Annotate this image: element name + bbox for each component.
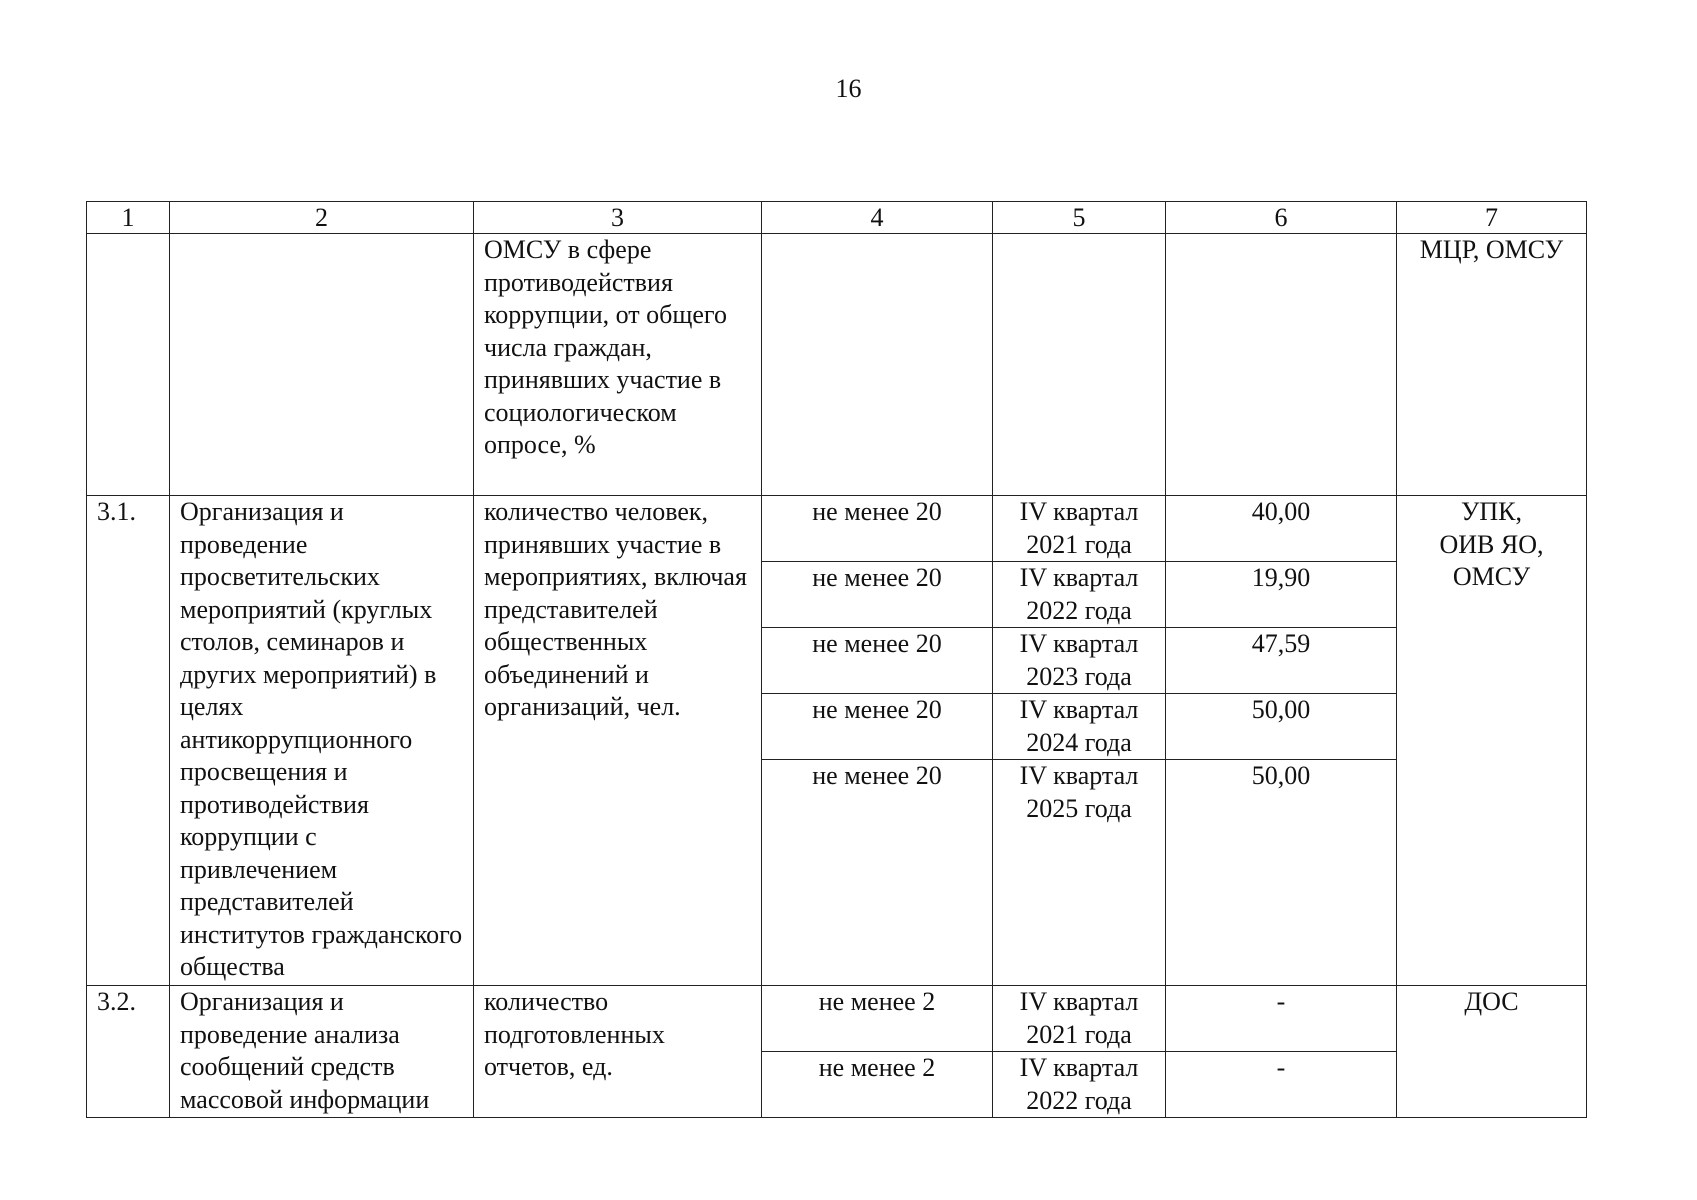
column-number: 1 — [87, 202, 170, 234]
target-cell: не менее 20 — [762, 694, 993, 760]
plan-table — [86, 201, 1587, 1118]
actual-cell: 40,00 — [1166, 496, 1397, 562]
item-number-cell — [87, 234, 170, 496]
target-cell: не менее 20 — [762, 562, 993, 628]
responsible-cell: УПК, ОИВ ЯО, ОМСУ — [1397, 496, 1587, 986]
event-cell: Организация и проведение анализа сообщений средств массовой информации — [170, 986, 474, 1118]
responsible-cell: ДОС — [1397, 986, 1587, 1118]
deadline-cell: IV квартал 2024 года — [993, 694, 1166, 760]
column-number: 4 — [762, 202, 993, 234]
column-number: 5 — [993, 202, 1166, 234]
actual-cell: 50,00 — [1166, 694, 1397, 760]
target-cell: не менее 20 — [762, 496, 993, 562]
target-cell — [762, 234, 993, 496]
indicator-cell: ОМСУ в сфере противодействия коррупции, от общего числа граждан, принявших участие в социологическом опросе, % — [474, 234, 762, 496]
actual-cell: - — [1166, 1052, 1397, 1118]
target-cell: не менее 20 — [762, 628, 993, 694]
actual-cell — [1166, 825, 1397, 986]
deadline-cell: IV квартал 2021 года — [993, 986, 1166, 1052]
indicator-cell: количество подготовленных отчетов, ед. — [474, 986, 762, 1118]
event-cell: Организация и проведение просветительских мероприятий (круглых столов, семинаров и других мероприятий) в целях антикоррупционного просвещения и противодействия коррупции с привлечением представителей институтов гражданского общества — [170, 496, 474, 986]
target-cell — [762, 825, 993, 986]
actual-cell: 47,59 — [1166, 628, 1397, 694]
target-cell: не менее 2 — [762, 986, 993, 1052]
column-number-row — [87, 202, 1587, 234]
indicator-cell: количество человек, принявших участие в мероприятиях, включая представителей общественных объединений и организаций, чел. — [474, 496, 762, 986]
target-cell: не менее 20 — [762, 760, 993, 826]
responsible-cell: МЦР, ОМСУ — [1397, 234, 1587, 496]
deadline-cell — [993, 234, 1166, 496]
page-number: 16 — [835, 74, 862, 103]
table-row — [87, 496, 1587, 562]
deadline-cell — [993, 825, 1166, 986]
actual-cell: - — [1166, 986, 1397, 1052]
column-number: 3 — [474, 202, 762, 234]
item-number-cell: 3.2. — [87, 986, 170, 1118]
actual-cell: 19,90 — [1166, 562, 1397, 628]
actual-cell — [1166, 234, 1397, 496]
deadline-cell: IV квартал 2023 года — [993, 628, 1166, 694]
column-number: 6 — [1166, 202, 1397, 234]
event-cell — [170, 234, 474, 496]
column-number: 7 — [1397, 202, 1587, 234]
deadline-cell: IV квартал 2022 года — [993, 1052, 1166, 1118]
deadline-cell: IV квартал 2025 года — [993, 760, 1166, 826]
target-cell: не менее 2 — [762, 1052, 993, 1118]
item-number-cell: 3.1. — [87, 496, 170, 986]
table-row — [87, 986, 1587, 1052]
actual-cell: 50,00 — [1166, 760, 1397, 826]
table-row — [87, 234, 1587, 496]
column-number: 2 — [170, 202, 474, 234]
deadline-cell: IV квартал 2021 года — [993, 496, 1166, 562]
deadline-cell: IV квартал 2022 года — [993, 562, 1166, 628]
